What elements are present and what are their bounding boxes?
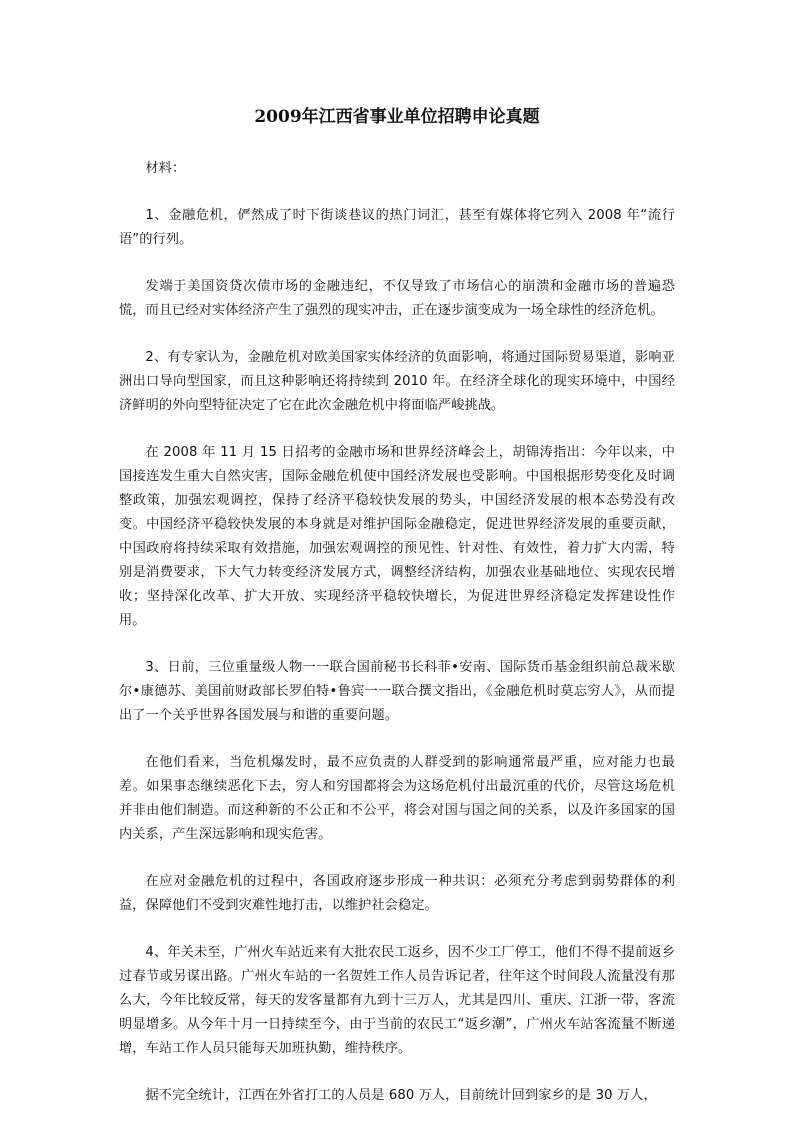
document-title: 2009年江西省事业单位招聘申论真题 xyxy=(254,107,540,127)
paragraph-6: 在他们看来，当危机爆发时，最不应负责的人群受到的影响通常最严重，应对能力也最差。如果事态继续恶化下去，穷人和穷国都将会为这场危机付出最沉重的代价，尽管这场危机并非由他们制造。而这种新的不公正和不公平，将会对国与国之间的关系，以及许多国家的国内关系，产生深远影响和现实危害。 xyxy=(119,755,675,842)
paragraph-3: 2、有专家认为，金融危机对欧美国家实体经济的负面影响，将通过国际贸易渠道，影响亚洲出口导向型国家，而且这种影响还将持续到 2010 年。在经济全球化的现实环境中，中国经济鲜明的外向型特征决定了它在此次金融危机中将面临严峻挑战。 xyxy=(119,350,675,413)
paragraph-9: 据不完全统计，江西在外省打工的人员是 680 万人，目前统计回到家乡的是 30 万人， xyxy=(145,1088,657,1103)
paragraph-1: 1、金融危机，俨然成了时下街谈巷议的热门词汇，甚至有媒体将它列入 2008 年“流行语”的行列。 xyxy=(119,208,675,247)
paragraph-8: 4、年关未至，广州火车站近来有大批农民工返乡，因不少工厂停工，他们不得不提前返乡过春节或另谋出路。广州火车站的一名贺姓工作人员告诉记者，往年这个时间段人流量没有那么大，今年比较反常，每天的发客量都有九到十三万人，尤其是四川、重庆、江浙一带，客流明显增多。从今年十月一日持续至今，由于当前的农民工“返乡潮”，广州火车站客流量不断递增，车站工作人员只能每天加班执勤，维持秩序。 xyxy=(119,945,675,1056)
paragraph-5: 3、日前，三位重量级人物一一联合国前秘书长科菲•安南、国际货币基金组织前总裁米歇尔•康德苏、美国前财政部长罗伯特•鲁宾一一联合撰文指出，《金融危机时莫忘穷人》，从而提出了一个关乎世界各国发展与和谐的重要问题。 xyxy=(119,660,675,723)
document-body xyxy=(119,157,675,1131)
material-label: 材料： xyxy=(145,161,186,176)
paragraph-7: 在应对金融危机的过程中，各国政府逐步形成一种共识：必须充分考虑到弱势群体的利益，保障他们不受到灾难性地打击，以维护社会稳定。 xyxy=(119,874,675,913)
paragraph-2: 发端于美国资贷次债市场的金融违纪，不仅导致了市场信心的崩溃和金融市场的普遍恐慌，而且已经对实体经济产生了强烈的现实冲击，正在逐步演变成为一场全球性的经济危机。 xyxy=(119,279,675,318)
paragraph-4: 在 2008 年 11 月 15 日招考的金融市场和世界经济峰会上，胡锦涛指出：今年以来，中国接连发生重大自然灾害，国际金融危机使中国经济发展也受影响。中国根据形势变化及时调整政策，加强宏观调控，保持了经济平稳较快发展的势头，中国经济发展的根本态势没有改变。中国经济平稳较快发展的本身就是对维护国际金融稳定，促进世界经济发展的重要贡献，中国政府将持续采取有效措施，加强宏观调控的预见性、针对性、有效性，着力扩大内需，特别是消费要求，下大气力转变经济发展方式，调整经济结构，加强农业基础地位、实现农民增收；坚持深化改革、扩大开放、实现经济平稳较快增长，为促进世界经济稳定发挥建设性作用。 xyxy=(119,445,675,628)
